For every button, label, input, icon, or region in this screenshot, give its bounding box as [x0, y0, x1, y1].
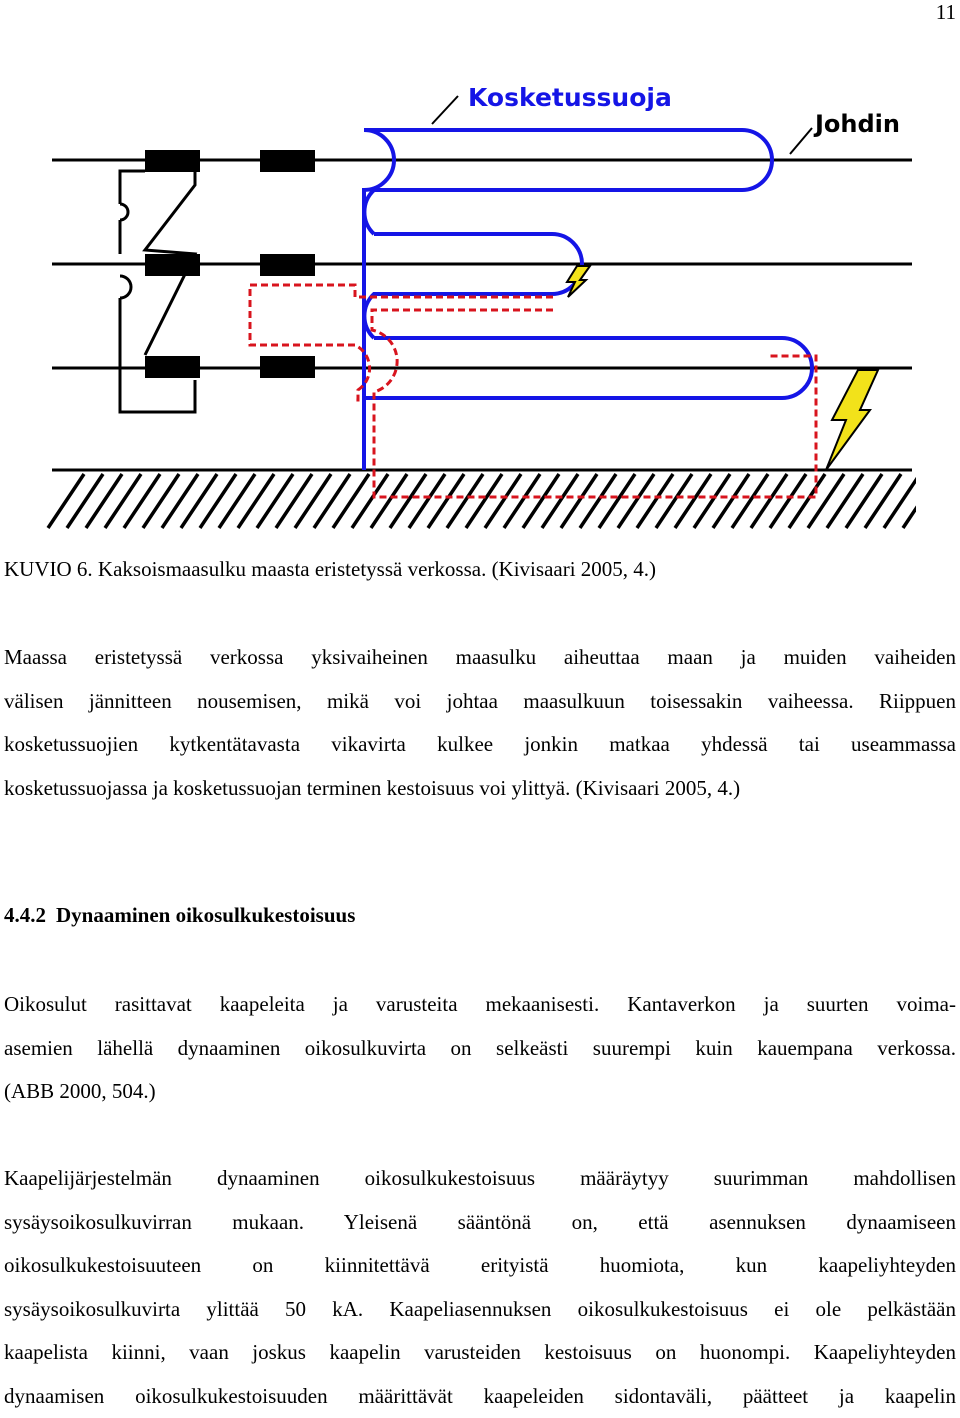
hatch-stroke — [200, 474, 236, 528]
hatch-stroke — [561, 474, 597, 528]
hatch-stroke — [333, 474, 369, 528]
hatch-stroke — [352, 474, 388, 528]
paragraph-earth-fault — [4, 636, 956, 810]
hatch-stroke — [257, 474, 293, 528]
paragraph-line: Oikosulut rasittavat kaapeleita ja varusteita mekaanisesti. Kantaverkon ja suurten voima- — [4, 983, 956, 1027]
paragraph-line: sysäysoikosulkuvirta ylittää 50 kA. Kaapeliasennuksen oikosulkukestoisuus ei ole pelkästään — [4, 1288, 956, 1332]
hatch-stroke — [48, 474, 84, 528]
hatch-stroke — [181, 474, 217, 528]
fault-current-path — [250, 285, 816, 497]
paragraph-line: sysäysoikosulkuvirran mukaan. Yleisenä sääntönä on, että asennuksen dynaamiseen — [4, 1201, 956, 1245]
figure-caption: KUVIO 6. Kaksoismaasulku maasta eristetyssä verkossa. (Kivisaari 2005, 4.) — [4, 557, 656, 582]
paragraph-dynamic-withstand — [4, 1157, 956, 1418]
hatch-stroke — [428, 474, 464, 528]
hatch-stroke — [504, 474, 540, 528]
hatch-stroke — [542, 474, 578, 528]
shield-phase-1 — [364, 130, 772, 234]
hatch-stroke — [637, 474, 673, 528]
shield-phase-2 — [364, 234, 582, 338]
hatch-stroke — [86, 474, 122, 528]
paragraph-line: kosketussuojien kytkentätavasta vikavirta kulkee jonkin matkaa yhdessä tai useammassa — [4, 723, 956, 767]
paragraph-line: Maassa eristetyssä verkossa yksivaiheinen maasulku aiheuttaa maan ja muiden vaiheiden — [4, 636, 956, 680]
paragraph-line: dynaamisen oikosulkukestoisuuden määrittävät kaapeleiden sidontaväli, päätteet ja kaapelin — [4, 1375, 956, 1418]
hatch-stroke — [238, 474, 274, 528]
hatch-stroke — [219, 474, 255, 528]
hatch-stroke — [409, 474, 445, 528]
section-number: 4.4.2 — [4, 903, 46, 927]
paragraph-line: kaapelista kiinni, vaan joskus kaapelin varusteiden kestoisuus on huonompi. Kaapeliyhteyden — [4, 1331, 956, 1375]
hatch-stroke — [390, 474, 426, 528]
hatch-stroke — [67, 474, 103, 528]
hatch-stroke — [808, 474, 844, 528]
paragraph-line: oikosulkukestoisuuteen on kiinnitettävä erityistä huomiota, kun kaapeliyhteyden — [4, 1244, 956, 1288]
double-earth-fault-figure — [44, 78, 916, 538]
section-heading — [4, 903, 355, 928]
paragraph-short-circuit-stress — [4, 983, 956, 1114]
large-spark-icon — [826, 370, 878, 470]
hatch-stroke — [580, 474, 616, 528]
hatch-stroke — [865, 474, 901, 528]
hatch-stroke — [694, 474, 730, 528]
small-spark-icon — [567, 266, 590, 297]
hatch-stroke — [485, 474, 521, 528]
paragraph-line: (ABB 2000, 504.) — [4, 1070, 956, 1114]
hatch-stroke — [732, 474, 768, 528]
hatch-stroke — [884, 474, 916, 528]
paragraph-line: asemien lähellä dynaaminen oikosulkuvirta on selkeästi suurempi kuin kauempana verkossa. — [4, 1027, 956, 1071]
terminal-right-3 — [260, 356, 315, 378]
page-number: 11 — [936, 0, 956, 25]
ground-hatch — [48, 470, 916, 528]
hatch-stroke — [371, 474, 407, 528]
hatch-stroke — [124, 474, 160, 528]
hatch-stroke — [314, 474, 350, 528]
terminal-left-2 — [145, 254, 200, 276]
cable-shields — [364, 130, 812, 470]
hatch-stroke — [466, 474, 502, 528]
terminal-right-2 — [260, 254, 315, 276]
section-title: Dynaaminen oikosulkukestoisuus — [56, 903, 355, 927]
cable-shield-label: Kosketussuoja — [468, 83, 672, 112]
hatch-stroke — [162, 474, 198, 528]
paragraph-line: kosketussuojassa ja kosketussuojan terminen kestoisuus voi ylittyä. (Kivisaari 2005, 4.) — [4, 767, 956, 811]
hatch-stroke — [827, 474, 863, 528]
hatch-stroke — [846, 474, 882, 528]
hatch-stroke — [523, 474, 559, 528]
terminal-right-1 — [260, 150, 315, 172]
terminal-left-1 — [145, 150, 200, 172]
paragraph-line: välisen jännitteen nousemisen, mikä voi johtaa maasulkuun toisessakin vaiheessa. Riippuen — [4, 680, 956, 724]
hatch-stroke — [789, 474, 825, 528]
hatch-stroke — [295, 474, 331, 528]
terminal-left-3 — [145, 356, 200, 378]
hatch-stroke — [770, 474, 806, 528]
hatch-stroke — [618, 474, 654, 528]
hatch-stroke — [143, 474, 179, 528]
hatch-stroke — [751, 474, 787, 528]
paragraph-line: Kaapelijärjestelmän dynaaminen oikosulkukestoisuus määräytyy suurimman mahdollisen — [4, 1157, 956, 1201]
hatch-stroke — [276, 474, 312, 528]
hatch-stroke — [599, 474, 635, 528]
conductor-label: Johdin — [813, 110, 900, 138]
hatch-stroke — [675, 474, 711, 528]
hatch-stroke — [656, 474, 692, 528]
hatch-stroke — [105, 474, 141, 528]
hatch-stroke — [713, 474, 749, 528]
hatch-stroke — [447, 474, 483, 528]
